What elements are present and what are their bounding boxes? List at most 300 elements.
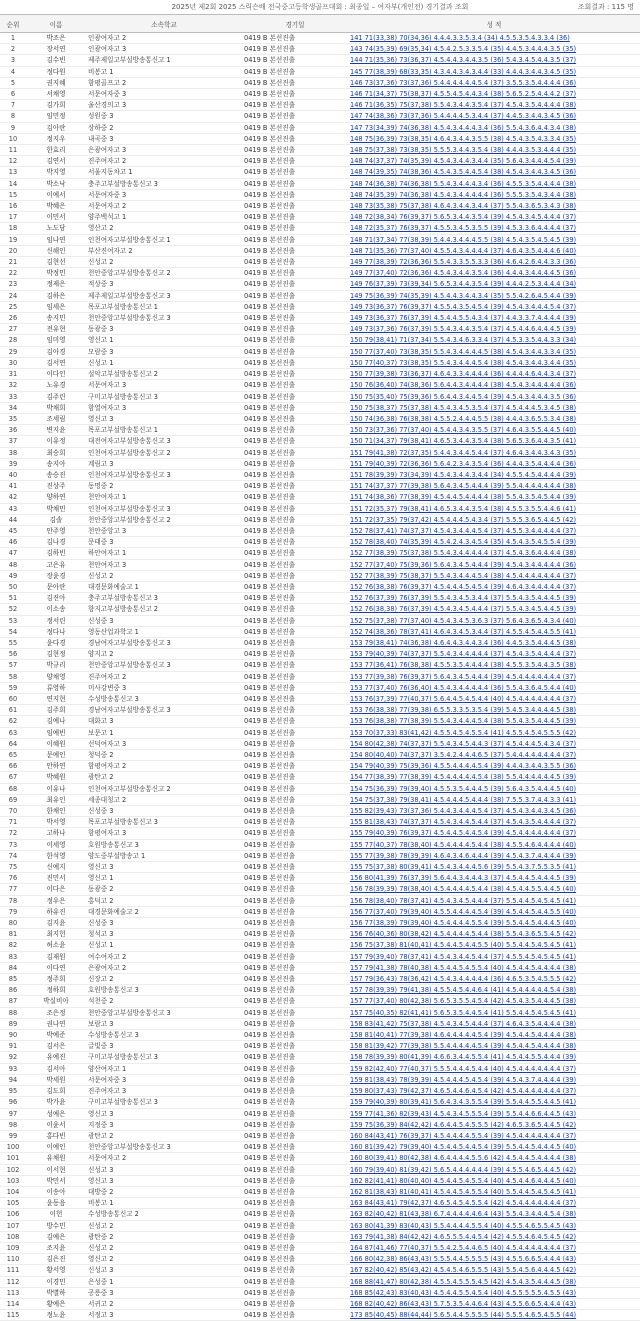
- round-info-cell: 0419 B 본선진출: [242, 469, 348, 480]
- score-link[interactable]: 156 78(39,39) 78(38,40) 4.5.4.4.4.4.5.4.4 (38) 4.5.4.4.5.5.4.4.5 (40): [350, 885, 577, 894]
- player-name: 윤동음: [26, 1198, 86, 1209]
- table-row: [0, 806, 640, 817]
- score-link[interactable]: 154 79(40,39) 75(39,36) 4.5.5.4.4.4.4.5.4 (39) 4.4.4.3.4.4.3.5.5 (36): [350, 762, 577, 771]
- score-cell: [348, 66, 640, 77]
- school-cell: 충주고부설방송통신고 3: [86, 178, 242, 189]
- score-link[interactable]: 163 79(41,38) 84(42,42) 4.6.5.5.5.4.4.5.4 (42) 4.5.5.4.6.4.5.4.5 (42): [350, 1232, 577, 1241]
- player-name: 방수민: [26, 1220, 86, 1231]
- score-link[interactable]: 150 71(34,37) 79(38,41) 4.6.5.3.4.4.3.5.4 (38) 5.6.5.3.6.4.4.3.5 (41): [350, 437, 577, 446]
- round-info-cell: 0419 B 본선진출: [242, 761, 348, 772]
- score-link[interactable]: 156 77(38,39) 79(39,40) 4.5.4.4.4.4.5.5.4 (39) 5.5.4.4.5.4.4.4.5 (40): [350, 919, 577, 928]
- score-cell: [348, 77, 640, 88]
- score-cell: [348, 974, 640, 985]
- score-link[interactable]: 153 76(37,39) 77(40,37) 5.6.4.4.5.4.5.4.4 (40) 4.5.4.4.4.4.4.4.4 (37): [350, 694, 577, 703]
- school-cell: 서울지동차고 1: [86, 167, 242, 178]
- round-info-cell: 0419 B 본선진출: [242, 481, 348, 492]
- score-link[interactable]: 173 85(40,45) 88(44,44) 5.6.5.4.4.5.5.5.5 (44) 5.5.5.4.6.5.4.5.5 (44): [350, 1311, 577, 1320]
- score-link[interactable]: 158 81(39,42) 77(39,38) 5.5.4.4.4.4.4.5.4 (39) 4.5.4.4.5.4.4.4.4 (38): [350, 1042, 577, 1051]
- school-cell: 신성중 3: [86, 615, 242, 626]
- rank-cell: 59: [0, 682, 26, 693]
- school-cell: 함평여자고 2: [86, 761, 242, 772]
- table-row: [0, 962, 640, 973]
- round-info-cell: 0419 B 본선진출: [242, 1220, 348, 1231]
- player-name: 연지현: [26, 693, 86, 704]
- score-link[interactable]: 149 77(37,40) 72(36,36) 4.5.4.3.4.4.3.5.4 (36) 4.4.4.3.4.4.4.4.5 (36): [350, 269, 577, 278]
- round-info-cell: 0419 B 본선진출: [242, 794, 348, 805]
- school-cell: 신성중 3: [86, 918, 242, 929]
- school-cell: 모람중 3: [86, 346, 242, 357]
- school-cell: 경남여자고부설방송통신고 3: [86, 705, 242, 716]
- round-info-cell: 0419 B 본선진출: [242, 111, 348, 122]
- school-cell: 청덕중 2: [86, 750, 242, 761]
- score-link[interactable]: 152 76(37,39) 76(37,39) 5.5.4.3.4.5.3.4.4 (37) 5.5.4.3.5.4.4.4.5 (39): [350, 594, 577, 603]
- score-link[interactable]: 148 74(37,37) 74(35,39) 4.5.4.3.4.4.3.4.4 (35) 5.6.4.3.4.4.4.5.4 (39): [350, 157, 577, 166]
- rank-cell: 110: [0, 1254, 26, 1265]
- rank-cell: 64: [0, 738, 26, 749]
- player-name: 김솔: [26, 514, 86, 525]
- school-cell: 신성고 2: [86, 257, 242, 268]
- score-link[interactable]: 155 79(40,39) 76(39,37) 4.5.4.4.5.4.4.5.4 (39) 4.5.4.4.4.4.4.4.4 (37): [350, 829, 577, 838]
- score-link[interactable]: 156 75(37,38) 81(40,41) 4.5.4.4.5.4.4.5.5 (40) 5.5.4.4.5.4.5.4.5 (41): [350, 941, 577, 950]
- score-link[interactable]: 146 73(37,36) 73(37,36) 5.4.4.4.4.4.4.5.4 (37) 3.5.5.3.5.4.4.4.4 (36): [350, 78, 577, 87]
- rank-cell: 66: [0, 761, 26, 772]
- rank-cell: 51: [0, 593, 26, 604]
- rank-cell: 53: [0, 615, 26, 626]
- score-link[interactable]: 164 87(41,46) 77(40,37) 5.5.4.2.5.4.4.6.5 (40) 4.5.4.4.4.4.4.4.4 (37): [350, 1243, 577, 1252]
- score-link[interactable]: 168 85(42,43) 83(40,43) 4.5.4.4.5.5.4.5.4 (40) 4.5.5.5.5.5.4.5.5 (43): [350, 1288, 577, 1297]
- score-link[interactable]: 148 71(37,34) 77(38,39) 5.4.4.3.4.4.4.5.5 (38) 4.5.4.3.5.4.5.4.5 (39): [350, 235, 577, 244]
- school-cell: 신성고 1: [86, 940, 242, 951]
- player-name: 이유정: [26, 436, 86, 447]
- score-link[interactable]: 141 71(33,38) 70(34,36) 4.4.4.3.3.5.3.4 (34) 4.5.5.3.5.4.3.3.4 (36): [350, 34, 570, 42]
- score-link[interactable]: 155 77(40,37) 78(38,40) 4.5.4.4.4.4.5.4.4 (38) 4.5.5.4.6.4.4.4.4 (40): [350, 840, 577, 849]
- table-row: [0, 559, 640, 570]
- school-cell: 충주고부설방송통신고 3: [86, 593, 242, 604]
- score-link[interactable]: 153 79(38,41) 74(36,38) 4.6.4.4.3.4.4.3.4 (36) 4.4.5.3.5.4.4.4.5 (38): [350, 638, 577, 647]
- table-row: [0, 738, 640, 749]
- score-link[interactable]: 160 79(39,40) 81(39,42) 5.6.5.4.4.4.4.4.4 (39) 4.5.5.4.6.5.4.4.5 (42): [350, 1165, 577, 1174]
- score-link[interactable]: 150 74(36,38) 76(38,38) 4.5.5.2.4.4.4.5.5 (38) 4.4.4.3.6.5.5.3.4 (38): [350, 414, 577, 423]
- score-link[interactable]: 148 74(39,35) 74(38,36) 4.5.4.3.5.4.4.5.4 (38) 4.5.4.3.4.4.3.4.5 (36): [350, 168, 577, 177]
- school-cell: 천안중앙고부설방송통신고 3: [86, 1007, 242, 1018]
- score-link[interactable]: 149 73(36,37) 76(39,37) 4.5.5.4.3.5.4.5.4 (39) 4.5.4.3.4.4.4.5.4 (37): [350, 302, 577, 311]
- score-cell: [348, 537, 640, 548]
- score-cell: [348, 750, 640, 761]
- score-link[interactable]: 157 79(39,40) 78(37,41) 4.5.4.3.4.4.5.4.4 (37) 4.5.5.4.5.4.5.4.5 (41): [350, 952, 577, 961]
- score-cell: [348, 570, 640, 581]
- score-link[interactable]: 150 75(35,40) 75(39,36) 5.6.4.4.3.4.4.5.4 (39) 4.5.4.3.4.4.4.3.5 (36): [350, 392, 577, 401]
- score-link[interactable]: 162 81(38,43) 81(40,41) 4.5.4.4.5.4.5.5.4 (40) 5.5.4.4.5.4.5.4.5 (41): [350, 1187, 577, 1196]
- round-info-cell: 0419 B 본선진출: [242, 1041, 348, 1052]
- player-name: 박혜원: [26, 772, 86, 783]
- score-link[interactable]: 146 71(36,35) 75(37,38) 5.5.4.3.4.4.3.5.4 (37) 4.5.4.3.5.4.4.4.4 (38): [350, 101, 577, 110]
- score-link[interactable]: 151 79(40,39) 72(36,36) 5.6.4.2.3.4.3.5.4 (36) 4.4.4.3.5.4.4.4.4 (36): [350, 459, 577, 468]
- player-name: 박채희: [26, 402, 86, 413]
- score-link[interactable]: 147 74(38,36) 73(37,36) 5.4.4.4.4.5.3.4.4 (37) 4.4.5.3.4.4.3.4.5 (36): [350, 112, 577, 121]
- school-cell: 경남여자고부설방송통신고 3: [86, 637, 242, 648]
- score-cell: [348, 951, 640, 962]
- school-cell: 동광중 2: [86, 884, 242, 895]
- score-link[interactable]: 154 80(40,40) 74(37,37) 3.5.4.2.4.4.4.6.5 (37) 5.4.4.4.4.4.4.4.4 (37): [350, 751, 577, 759]
- round-info-cell: 0419 B 본선진출: [242, 133, 348, 144]
- score-link[interactable]: 148 75(36,39) 73(38,35) 4.6.4.3.4.4.3.5.5 (38) 4.5.4.3.5.4.3.3.4 (35): [350, 134, 577, 143]
- school-cell: 광탄고 2: [86, 772, 242, 783]
- score-cell: [348, 705, 640, 716]
- rank-cell: 5: [0, 77, 26, 88]
- rank-cell: 50: [0, 581, 26, 592]
- rank-cell: 18: [0, 223, 26, 234]
- school-cell: 호원방송통신고 3: [86, 985, 242, 996]
- school-cell: 호원방송통신고 3: [86, 839, 242, 850]
- score-link[interactable]: 163 82(40,42) 81(43,38) 6.7.4.4.4.4.4.6.4 (43) 5.5.4.3.4.4.4.5.4 (38): [350, 1210, 577, 1219]
- score-link[interactable]: 159 75(36,39) 84(42,42) 4.6.4.4.5.4.5.5.5 (42) 4.6.5.3.6.5.4.4.5 (42): [350, 1120, 577, 1129]
- score-link[interactable]: 157 79(41,38) 78(40,38) 4.5.4.4.5.4.5.5.4 (40) 4.5.4.4.5.4.4.4.4 (38): [350, 963, 577, 972]
- score-cell: [348, 1276, 640, 1287]
- score-link[interactable]: 151 74(37,37) 77(39,38) 5.6.4.3.4.5.4.4.4 (39) 5.5.4.4.4.4.4.4.4 (38): [350, 482, 577, 491]
- score-link[interactable]: 151 72(37,35) 79(37,42) 4.5.4.4.4.5.4.3.4 (37) 5.5.5.3.6.5.4.4.5 (42): [350, 515, 577, 524]
- score-link[interactable]: 157 77(37,40) 80(42,38) 5.6.5.3.5.5.4.5.4 (42) 4.5.4.3.5.4.4.4.5 (38): [350, 997, 577, 1006]
- score-link[interactable]: 154 75(37,38) 79(38,41) 4.5.4.4.4.5.4.4.4 (38) 7.5.5.3.7.4.4.3.3 (41): [350, 795, 577, 804]
- rank-cell: 101: [0, 1153, 26, 1164]
- player-name: 박채민: [26, 503, 86, 514]
- table-row: [0, 1108, 640, 1119]
- score-link[interactable]: 149 73(36,37) 76(37,39) 4.5.4.4.5.5.4.3.4 (37) 4.4.3.3.7.4.4.4.4 (39): [350, 314, 577, 323]
- score-cell: [348, 783, 640, 794]
- score-cell: [348, 559, 640, 570]
- score-link[interactable]: 157 78(39,39) 79(41,38) 4.5.5.4.5.4.4.6.4 (41) 4.5.4.4.4.4.4.5.4 (38): [350, 986, 577, 995]
- score-link[interactable]: 151 74(38,36) 77(38,39) 4.5.4.4.5.4.4.4.4 (38) 5.5.4.3.5.4.5.4.4 (39): [350, 493, 577, 502]
- score-link[interactable]: 150 76(36,40) 74(38,36) 5.6.4.4.3.4.4.4.4 (38) 4.5.4.3.4.4.4.4.4 (36): [350, 381, 577, 390]
- score-link[interactable]: 156 76(40,36) 80(38,42) 4.5.4.4.4.4.5.4.4 (38) 5.5.4.3.6.5.5.4.5 (42): [350, 930, 577, 939]
- table-row: [0, 929, 640, 940]
- score-cell: [348, 906, 640, 917]
- rank-cell: 43: [0, 503, 26, 514]
- rank-cell: 62: [0, 716, 26, 727]
- player-name: 고하나: [26, 828, 86, 839]
- round-info-cell: 0419 B 본선진출: [242, 1287, 348, 1298]
- score-link[interactable]: 146 71(34,37) 75(38,37) 4.5.5.4.5.4.4.3.4 (38) 5.6.5.2.5.4.4.4.2 (37): [350, 90, 577, 99]
- table-row: [0, 66, 640, 77]
- player-name: 박가윤: [26, 1097, 86, 1108]
- score-cell: [348, 324, 640, 335]
- column-header-score: 성 적: [348, 15, 640, 33]
- score-link[interactable]: 156 77(37,40) 79(39,40) 4.5.5.4.4.4.4.5.4 (39) 4.5.4.4.5.4.4.5.5 (40): [350, 907, 577, 916]
- round-info-cell: 0419 B 본선진출: [242, 514, 348, 525]
- score-link[interactable]: 158 83(41,42) 75(37,38) 4.5.4.3.4.5.4.4.4 (37) 4.6.4.3.5.4.4.4.4 (38): [350, 1019, 577, 1028]
- school-cell: 동명중 2: [86, 481, 242, 492]
- rank-cell: 74: [0, 850, 26, 861]
- player-name: 유채원: [26, 1153, 86, 1164]
- score-link[interactable]: 153 76(38,38) 77(38,39) 5.5.4.3.4.4.4.5.4 (38) 5.5.4.3.5.4.4.4.5 (39): [350, 717, 577, 726]
- round-info-cell: 0419 B 본선진출: [242, 1310, 348, 1321]
- score-link[interactable]: 160 80(39,41) 80(42,38) 4.6.4.4.4.4.5.5.6 (42) 4.5.4.4.5.4.4.4.4 (38): [350, 1154, 577, 1163]
- player-name: 이소송: [26, 604, 86, 615]
- score-link[interactable]: 159 80(37,43) 79(42,37) 4.6.5.4.4.6.4.5.4 (42) 4.5.4.4.4.4.4.4.4 (37): [350, 1087, 577, 1096]
- score-cell: [348, 1052, 640, 1063]
- score-link[interactable]: 163 80(41,39) 83(40,43) 5.5.4.4.4.4.5.5.4 (40) 4.5.5.4.6.5.5.4.5 (43): [350, 1221, 577, 1230]
- score-link[interactable]: 167 82(40,42) 85(43,42) 4.5.4.5.4.6.5.5.5 (43) 5.5.4.5.6.4.4.4.5 (42): [350, 1266, 577, 1275]
- score-link[interactable]: 152 78(38,40) 74(35,39) 4.5.4.2.4.3.4.5.4 (35) 4.5.4.3.5.4.5.5.4 (39): [350, 538, 577, 547]
- school-cell: 보람고 3: [86, 1018, 242, 1029]
- rank-cell: 39: [0, 458, 26, 469]
- rank-cell: 70: [0, 806, 26, 817]
- school-cell: 함평여자고 3: [86, 828, 242, 839]
- score-link[interactable]: 148 72(38,34) 76(39,37) 5.6.5.3.4.4.3.5.4 (39) 4.5.4.3.4.5.4.4.4 (37): [350, 213, 577, 222]
- score-link[interactable]: 152 77(38,39) 75(38,37) 5.5.4.3.4.4.4.5.4 (38) 4.5.4.4.4.4.4.4.4 (37): [350, 571, 577, 580]
- rank-cell: 32: [0, 380, 26, 391]
- rank-cell: 106: [0, 1209, 26, 1220]
- score-link[interactable]: 151 79(41,38) 72(37,35) 5.4.4.3.4.4.5.4.4 (37) 4.6.4.3.4.4.3.4.3 (35): [350, 448, 577, 457]
- round-info-cell: 0419 B 본선진출: [242, 1108, 348, 1119]
- score-cell: [348, 346, 640, 357]
- score-cell: [348, 167, 640, 178]
- score-link[interactable]: 158 78(39,39) 80(41,39) 4.6.6.3.4.4.5.5.4 (41) 4.5.4.4.5.5.4.4.4 (39): [350, 1053, 577, 1062]
- score-cell: [348, 391, 640, 402]
- score-link[interactable]: 149 75(36,39) 74(35,39) 4.5.4.4.3.4.4.3.4 (35) 5.5.4.2.6.4.5.4.4 (39): [350, 291, 577, 300]
- score-link[interactable]: 159 77(41,36) 82(39,43) 4.5.4.3.4.5.5.5.4 (39) 5.5.4.4.6.6.4.4.5 (43): [350, 1109, 577, 1118]
- score-link[interactable]: 157 75(40,35) 82(41,41) 5.6.5.3.5.4.4.5.4 (41) 5.5.4.4.5.4.5.4.5 (41): [350, 1008, 577, 1017]
- score-cell: [348, 862, 640, 873]
- score-link[interactable]: 158 81(40,41) 77(39,38) 4.6.4.4.4.4.4.5.4 (39) 4.5.4.4.5.4.4.4.4 (38): [350, 1031, 577, 1040]
- school-cell: 상하중 2: [86, 122, 242, 133]
- score-link[interactable]: 160 84(43,41) 76(39,37) 4.5.4.4.4.4.5.5.4 (39) 4.5.4.4.4.4.4.4.4 (37): [350, 1131, 577, 1140]
- column-header-date: 경기일: [242, 15, 348, 33]
- player-name: 김주린: [26, 391, 86, 402]
- score-cell: [348, 806, 640, 817]
- score-link[interactable]: 163 84(43,41) 79(42,37) 4.6.5.4.5.4.5.5.4 (42) 4.5.4.4.4.4.4.4.4 (37): [350, 1199, 577, 1208]
- rank-cell: 111: [0, 1265, 26, 1276]
- score-link[interactable]: 148 72(35,37) 76(39,37) 4.5.5.3.4.5.3.5.5 (39) 4.5.3.3.6.4.4.4.4 (37): [350, 224, 577, 233]
- round-info-cell: 0419 B 본선진출: [242, 1242, 348, 1253]
- player-name: 양하연: [26, 492, 86, 503]
- score-link[interactable]: 162 82(41,41) 80(40,40) 4.5.4.4.5.4.5.5.4 (40) 4.5.4.4.6.4.4.4.5 (40): [350, 1176, 577, 1185]
- table-row: [0, 705, 640, 716]
- score-link[interactable]: 149 76(37,39) 73(39,34) 5.6.5.3.4.4.3.5.4 (39) 4.4.4.2.5.3.4.4.4 (34): [350, 280, 577, 289]
- table-row: [0, 335, 640, 346]
- round-info-cell: 0419 B 본선진출: [242, 1097, 348, 1108]
- rank-cell: 19: [0, 234, 26, 245]
- player-name: 이헌: [26, 1209, 86, 1220]
- table-row: [0, 89, 640, 100]
- round-info-cell: 0419 B 본선진출: [242, 828, 348, 839]
- school-cell: 함열여자고 3: [86, 402, 242, 413]
- player-name: 박조은: [26, 33, 86, 44]
- rank-cell: 99: [0, 1130, 26, 1141]
- player-name: 조지윤: [26, 1242, 86, 1253]
- score-link[interactable]: 150 77(37,40) 73(38,35) 5.5.4.3.4.4.4.4.5 (38) 4.5.4.3.4.4.3.3.4 (35): [350, 347, 577, 356]
- player-name: 홍다빈: [26, 1130, 86, 1141]
- rank-cell: 75: [0, 862, 26, 873]
- score-link[interactable]: 150 75(38,37) 75(37,38) 4.5.4.3.4.5.3.5.4 (37) 4.5.4.4.4.5.3.4.5 (38): [350, 403, 577, 412]
- table-row: [0, 212, 640, 223]
- rank-cell: 24: [0, 290, 26, 301]
- school-cell: 부산진여자고 2: [86, 245, 242, 256]
- round-info-cell: 0419 B 본선진출: [242, 44, 348, 55]
- score-cell: [348, 649, 640, 660]
- score-link[interactable]: 155 77(39,38) 78(39,39) 4.6.4.3.4.6.4.4.4 (39) 4.5.4.3.7.4.4.4.4 (39): [350, 851, 577, 860]
- score-link[interactable]: 151 72(35,37) 79(38,41) 4.6.5.3.4.4.3.5.4 (38) 4.5.5.3.5.5.4.4.6 (41): [350, 504, 577, 513]
- rank-cell: 17: [0, 212, 26, 223]
- table-row: [0, 570, 640, 581]
- table-row: [0, 133, 640, 144]
- score-link[interactable]: 148 73(35,38) 75(37,38) 4.6.4.3.4.4.3.4.4 (37) 5.5.4.3.6.5.3.4.3 (38): [350, 202, 577, 211]
- rank-cell: 95: [0, 1086, 26, 1097]
- rank-cell: 102: [0, 1164, 26, 1175]
- table-row: [0, 1153, 640, 1164]
- school-cell: 여수여자고 2: [86, 951, 242, 962]
- score-link[interactable]: 168 88(41,47) 80(42,38) 4.5.5.4.5.5.5.4.5 (42) 4.5.4.3.5.4.4.4.5 (38): [350, 1277, 577, 1286]
- player-name: 박소낙: [26, 178, 86, 189]
- score-link[interactable]: 150 77(40,37) 73(38,35) 5.5.4.3.4.4.4.5.4 (38) 4.5.4.3.4.4.3.4.4 (35): [350, 358, 577, 367]
- score-link[interactable]: 149 77(38,39) 72(36,36) 5.5.4.3.3.5.5.3.3 (36) 4.6.4.2.6.4.4.3.3 (36): [350, 258, 577, 267]
- rank-cell: 86: [0, 985, 26, 996]
- score-link[interactable]: 150 79(38,41) 71(37,34) 5.5.4.3.4.6.3.3.4 (37) 4.5.3.3.5.4.4.3.3 (34): [350, 336, 577, 345]
- player-name: 유예진: [26, 1052, 86, 1063]
- score-link[interactable]: 168 82(40,42) 86(43,43) 5.7.5.3.5.4.4.6.4 (43) 4.5.5.6.6.5.4.4.4 (43): [350, 1299, 577, 1308]
- rank-cell: 25: [0, 301, 26, 312]
- round-info-cell: 0419 B 본선진출: [242, 1074, 348, 1085]
- score-link[interactable]: 153 77(36,41) 76(38,38) 4.5.5.3.5.4.4.4.4 (38) 4.5.5.3.5.4.4.3.5 (38): [350, 661, 577, 670]
- school-cell: 영신고 1: [86, 873, 242, 884]
- player-name: 이혜원: [26, 738, 86, 749]
- round-info-cell: 0419 B 본선진출: [242, 738, 348, 749]
- score-link[interactable]: 159 82(42,40) 77(40,37) 5.5.5.4.4.4.5.4.4 (40) 4.5.4.4.4.4.4.4.4 (37): [350, 1064, 577, 1073]
- score-link[interactable]: 159 79(40,39) 80(39,41) 5.6.4.3.4.3.5.5.4 (39) 5.5.4.4.5.5.4.4.5 (41): [350, 1098, 577, 1107]
- school-cell: 목포고부설방송통신고 1: [86, 425, 242, 436]
- score-cell: [348, 100, 640, 111]
- round-info-cell: 0419 B 본선진출: [242, 862, 348, 873]
- score-cell: [348, 503, 640, 514]
- score-link[interactable]: 144 71(35,36) 73(36,37) 4.5.4.4.3.4.4.3.5 (36) 5.4.3.4.5.4.4.3.5 (37): [350, 56, 577, 65]
- score-link[interactable]: 152 77(38,39) 75(37,38) 5.5.4.3.4.4.4.4.4 (37) 4.5.4.3.6.4.4.4.4 (38): [350, 549, 577, 558]
- round-info-cell: 0419 B 본선진출: [242, 1198, 348, 1209]
- table-row: [0, 391, 640, 402]
- school-cell: 비봉고 1: [86, 1198, 242, 1209]
- table-row: [0, 839, 640, 850]
- table-row: [0, 1119, 640, 1130]
- round-info-cell: 0419 B 본선진출: [242, 772, 348, 783]
- table-row: [0, 55, 640, 66]
- school-cell: 광탄고 2: [86, 1130, 242, 1141]
- score-link[interactable]: 154 75(36,39) 79(39,40) 4.5.5.3.5.4.4.4.5 (39) 5.6.4.3.5.4.4.4.5 (40): [350, 784, 577, 793]
- rank-cell: 78: [0, 895, 26, 906]
- school-cell: 영신고 3: [86, 413, 242, 424]
- table-row: [0, 525, 640, 536]
- score-link[interactable]: 143 74(35,39) 69(35,34) 4.5.4.2.5.3.3.5.4 (35) 4.4.5.3.4.4.4.3.5 (35): [350, 45, 577, 54]
- score-link[interactable]: 148 71(35,36) 77(37,40) 4.5.5.4.3.4.4.4.4 (37) 4.6.4.3.5.4.4.4.6 (40): [350, 246, 577, 255]
- player-name: 박혜은: [26, 201, 86, 212]
- table-row: [0, 1007, 640, 1018]
- round-info-cell: 0419 B 본선진출: [242, 873, 348, 884]
- rank-cell: 107: [0, 1220, 26, 1231]
- score-link[interactable]: 145 77(38,39) 68(33,35) 4.3.4.4.3.4.3.4.4 (33) 4.4.4.3.4.4.3.4.5 (35): [350, 67, 577, 76]
- rank-cell: 33: [0, 391, 26, 402]
- round-info-cell: 0419 B 본선진출: [242, 929, 348, 940]
- score-link[interactable]: 150 73(37,36) 77(37,40) 4.5.4.4.3.4.3.5.5 (37) 4.6.4.3.5.5.4.4.5 (40): [350, 426, 577, 435]
- rank-cell: 47: [0, 548, 26, 559]
- player-name: 노유경: [26, 380, 86, 391]
- player-name: 임민정: [26, 111, 86, 122]
- school-cell: 은광여자고 2: [86, 962, 242, 973]
- player-name: 김진아: [26, 593, 86, 604]
- score-link[interactable]: 153 77(37,40) 76(36,40) 4.5.4.3.4.4.4.4.4 (36) 5.5.4.3.6.4.5.4.4 (40): [350, 683, 577, 692]
- score-cell: [348, 1209, 640, 1220]
- score-link[interactable]: 152 78(37,41) 74(37,37) 4.5.4.3.4.4.4.5.4 (37) 4.5.5.3.4.4.4.4.4 (37): [350, 526, 577, 535]
- score-link[interactable]: 150 77(39,38) 73(36,37) 4.6.4.3.3.4.4.4.4 (36) 4.4.4.4.6.4.4.3.4 (37): [350, 370, 577, 379]
- round-info-cell: 0419 B 본선진출: [242, 66, 348, 77]
- score-cell: [348, 996, 640, 1007]
- score-link[interactable]: 153 79(40,39) 74(37,37) 5.5.4.3.4.4.4.4.4 (37) 4.5.4.3.5.4.4.4.4 (37): [350, 650, 577, 659]
- table-row: [0, 537, 640, 548]
- round-info-cell: 0419 B 본선진출: [242, 1030, 348, 1041]
- rank-cell: 42: [0, 492, 26, 503]
- school-cell: 천안여자고 3: [86, 559, 242, 570]
- round-info-cell: 0419 B 본선진출: [242, 1298, 348, 1309]
- score-link[interactable]: 147 73(34,39) 74(36,38) 4.5.4.3.4.4.4.3.4 (36) 5.5.4.3.6.4.4.3.4 (38): [350, 123, 577, 132]
- score-link[interactable]: 152 77(37,40) 75(39,36) 5.6.4.3.4.5.4.4.4 (39) 4.5.4.3.4.4.4.4.4 (36): [350, 560, 577, 569]
- score-link[interactable]: 155 75(37,38) 80(39,41) 4.5.4.3.4.4.4.5.6 (39) 5.5.4.3.7.5.5.3.5 (41): [350, 863, 577, 872]
- score-link[interactable]: 148 74(35,39) 74(36,38) 4.5.4.3.4.4.4.4.4 (36) 5.5.5.3.5.4.3.4.4 (38): [350, 190, 577, 199]
- table-row: [0, 1018, 640, 1029]
- table-row: [0, 1074, 640, 1085]
- score-link[interactable]: 151 78(39,39) 73(34,39) 4.5.4.3.4.4.3.4.4 (34) 4.5.5.4.5.4.4.4.4 (39): [350, 470, 577, 479]
- rank-cell: 96: [0, 1097, 26, 1108]
- player-name: 김서은: [26, 1041, 86, 1052]
- score-link[interactable]: 148 75(37,38) 73(38,35) 5.5.5.3.4.4.3.5.4 (38) 4.4.4.3.5.3.4.4.4 (35): [350, 146, 577, 155]
- player-name: 문예인: [26, 750, 86, 761]
- table-row: [0, 817, 640, 828]
- round-info-cell: 0419 B 본선진출: [242, 1276, 348, 1287]
- round-info-cell: 0419 B 본선진출: [242, 1164, 348, 1175]
- score-link[interactable]: 153 70(37,33) 83(41,42) 4.5.5.4.5.4.5.5.4 (41) 4.5.5.4.5.4.5.5.5 (42): [350, 728, 577, 737]
- player-name: 김하빈: [26, 548, 86, 559]
- score-link[interactable]: 152 75(37,38) 77(37,40) 4.5.4.3.4.5.3.6.3 (37) 5.6.4.3.6.5.4.3.4 (40): [350, 616, 577, 625]
- score-link[interactable]: 154 77(38,39) 77(38,39) 4.5.4.4.4.4.4.5.4 (38) 5.5.4.4.4.4.4.4.5 (39): [350, 773, 577, 782]
- round-info-cell: 0419 B 본선진출: [242, 525, 348, 536]
- score-link[interactable]: 153 76(38,38) 77(39,38) 6.5.5.3.3.5.3.5.4 (39) 5.4.5.3.4.4.4.4.5 (38): [350, 706, 577, 715]
- player-name: 신해인: [26, 245, 86, 256]
- score-cell: [348, 727, 640, 738]
- table-row: [0, 1231, 640, 1242]
- score-link[interactable]: 149 73(37,36) 76(37,39) 5.5.4.3.4.4.3.5.4 (37) 4.5.4.4.6.4.4.4.5 (39): [350, 325, 577, 334]
- round-info-cell: 0419 B 본선진출: [242, 122, 348, 133]
- table-row: [0, 268, 640, 279]
- score-link[interactable]: 155 81(38,43) 74(37,37) 4.5.4.3.4.4.5.4.4 (37) 4.5.4.3.5.4.4.4.4 (37): [350, 818, 577, 827]
- player-name: 윤다경: [26, 637, 86, 648]
- score-link[interactable]: 166 80(42,38) 86(43,43) 5.5.5.4.4.5.5.5.5 (43) 4.5.5.6.6.5.4.4.4 (43): [350, 1255, 577, 1264]
- score-link[interactable]: 152 76(38,38) 76(39,37) 4.5.4.4.4.5.4.5.4 (39) 4.6.4.3.4.4.4.4.4 (37): [350, 582, 577, 591]
- score-link[interactable]: 152 76(38,38) 76(37,39) 4.5.4.3.4.5.4.4.4 (37) 5.5.4.3.4.5.4.4.5 (39): [350, 605, 577, 614]
- score-link[interactable]: 154 80(42,38) 74(37,37) 5.5.4.3.4.5.4.4.3 (37) 4.5.4.4.4.5.4.3.4 (37): [350, 739, 577, 748]
- score-link[interactable]: 159 81(38,43) 78(39,39) 4.5.4.4.4.5.4.5.4 (39) 4.5.4.3.7.4.4.4.4 (39): [350, 1075, 577, 1084]
- score-link[interactable]: 155 82(39,43) 73(37,36) 5.4.4.3.4.4.4.5.4 (37) 4.5.4.3.4.4.3.4.5 (36): [350, 807, 577, 816]
- score-link[interactable]: 153 77(39,38) 76(39,37) 5.6.4.3.4.5.4.4.4 (39) 4.5.4.4.4.4.4.4.4 (37): [350, 672, 577, 681]
- score-link[interactable]: 157 79(36,43) 78(36,42) 4.5.4.3.4.4.4.4.4 (36) 4.6.5.3.5.4.5.5.5 (42): [350, 975, 577, 984]
- school-cell: 진주여자고 2: [86, 156, 242, 167]
- score-link[interactable]: 156 80(41,39) 76(37,39) 5.6.4.4.3.4.4.4.3 (37) 4.5.4.4.5.4.4.4.5 (39): [350, 874, 577, 883]
- table-row: [0, 425, 640, 436]
- score-cell: [348, 525, 640, 536]
- score-link[interactable]: 160 81(39,42) 79(39,40) 4.5.4.4.5.4.4.5.4 (39) 5.5.4.4.5.4.4.4.5 (40): [350, 1143, 577, 1152]
- score-link[interactable]: 156 78(38,40) 78(37,41) 4.5.4.3.4.5.4.4.4 (37) 5.5.4.4.5.4.5.4.5 (41): [350, 896, 577, 905]
- score-link[interactable]: 148 74(36,38) 74(36,38) 5.5.4.3.4.4.4.3.4 (36) 4.5.5.3.5.4.4.4.4 (38): [350, 179, 577, 188]
- score-link[interactable]: 152 74(38,36) 78(37,41) 4.6.4.3.4.5.3.4.4 (37) 4.5.5.4.5.4.4.5.5 (41): [350, 627, 577, 636]
- rank-cell: 58: [0, 671, 26, 682]
- score-cell: [348, 671, 640, 682]
- table-row: [0, 716, 640, 727]
- player-name: 노도담: [26, 223, 86, 234]
- round-info-cell: 0419 B 본선진출: [242, 189, 348, 200]
